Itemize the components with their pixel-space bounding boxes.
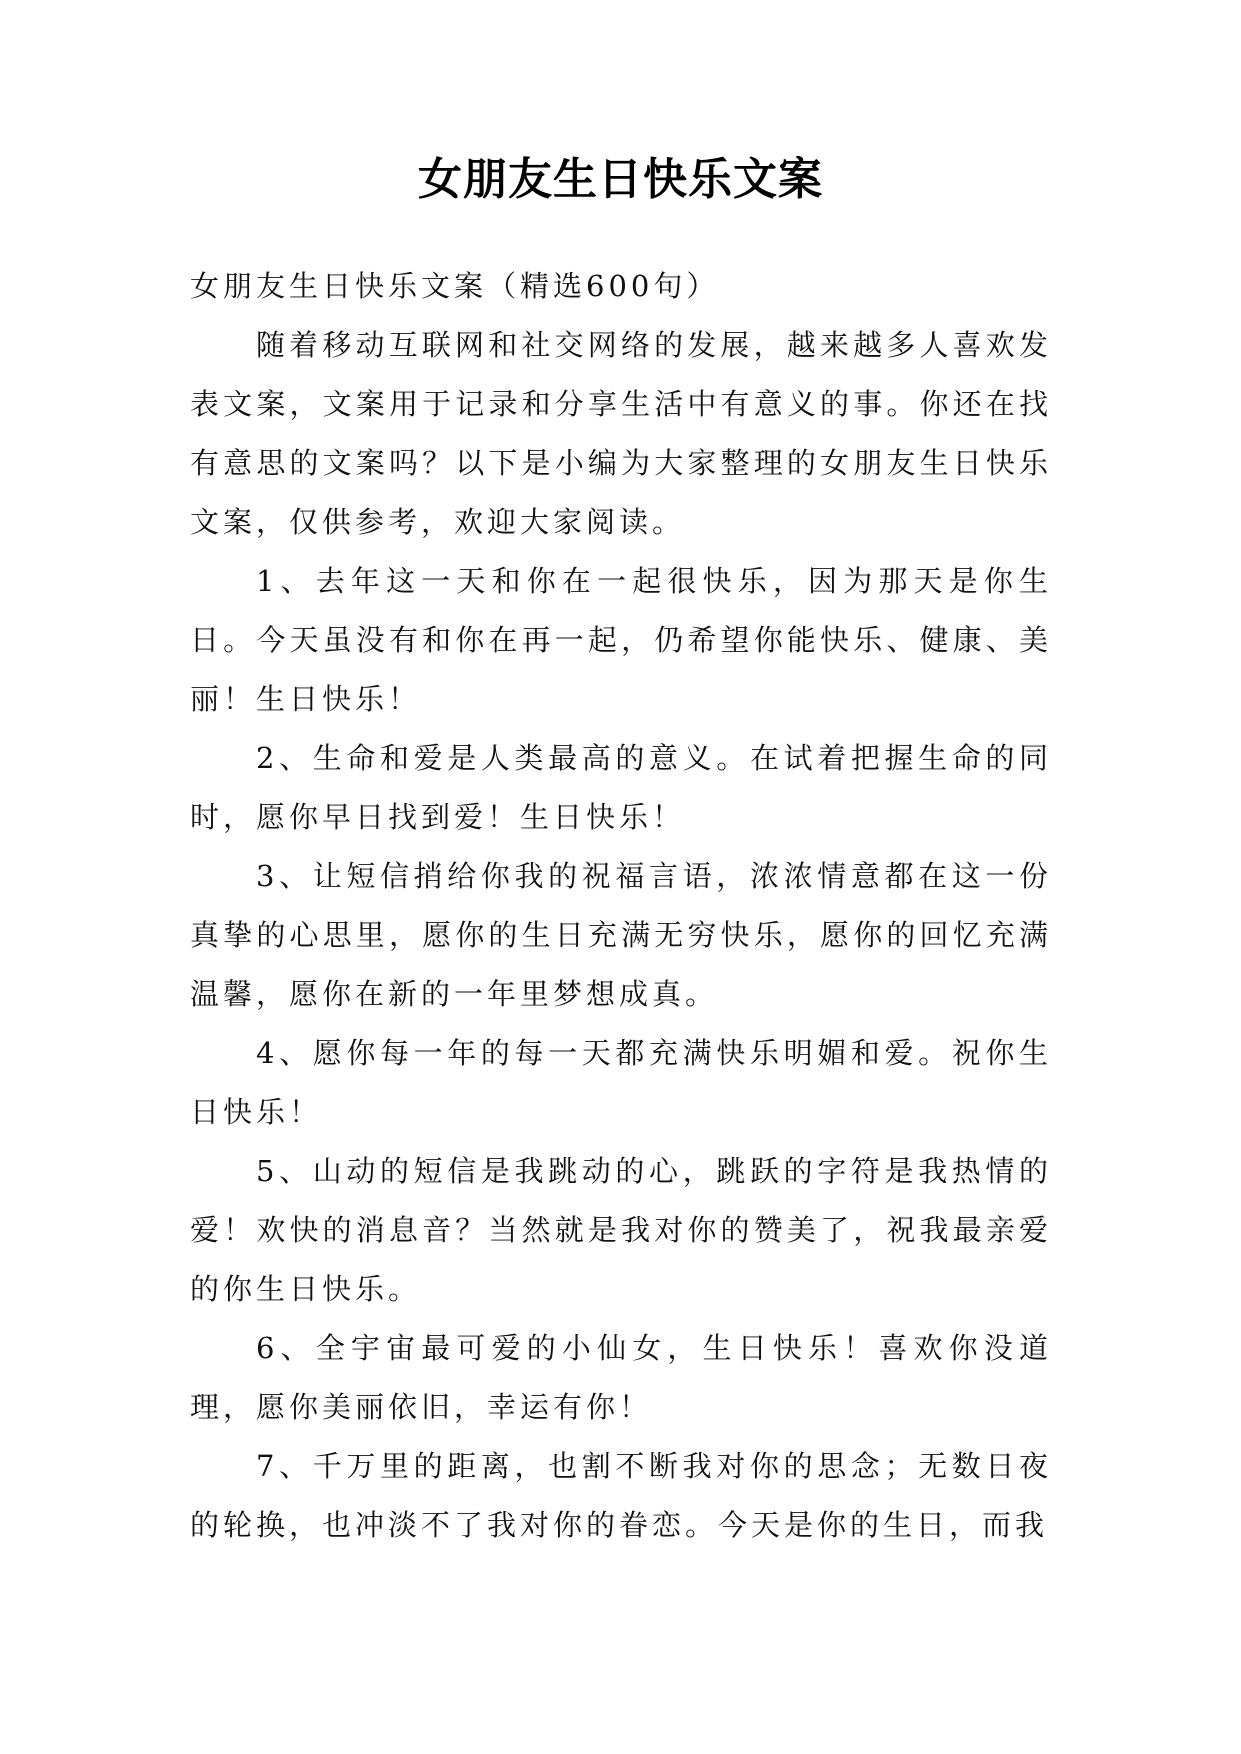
- list-item: 5、山动的短信是我跳动的心，跳跃的字符是我热情的爱！欢快的消息音？当然就是我对你的赞美了，祝我最亲爱的你生日快乐。: [190, 1154, 1052, 1306]
- list-item: 2、生命和爱是人类最高的意义。在试着把握生命的同时，愿你早日找到爱！生日快乐！: [190, 741, 1052, 834]
- document-subtitle: 女朋友生日快乐文案（精选600句）: [190, 269, 720, 303]
- intro-paragraph: 随着移动互联网和社交网络的发展，越来越多人喜欢发表文案，文案用于记录和分享生活中有意义的事。你还在找有意思的文案吗？以下是小编为大家整理的女朋友生日快乐文案，仅供参考，欢迎大家阅读。: [190, 328, 1052, 539]
- document-title: 女朋友生日快乐文案: [418, 154, 823, 205]
- list-item: 7、千万里的距离，也割不断我对你的思念；无数日夜的轮换，也冲淡不了我对你的眷恋。今天是你的生日，而我: [190, 1449, 1052, 1542]
- list-item: 1、去年这一天和你在一起很快乐，因为那天是你生日。今天虽没有和你在再一起，仍希望你能快乐、健康、美丽！生日快乐！: [190, 564, 1052, 716]
- list-item: 4、愿你每一年的每一天都充满快乐明媚和爱。祝你生日快乐！: [190, 1036, 1052, 1129]
- list-item: 6、全宇宙最可爱的小仙女，生日快乐！喜欢你没道理，愿你美丽依旧，幸运有你！: [190, 1331, 1052, 1424]
- list-item: 3、让短信捎给你我的祝福言语，浓浓情意都在这一份真挚的心思里，愿你的生日充满无穷快乐，愿你的回忆充满温馨，愿你在新的一年里梦想成真。: [190, 859, 1052, 1011]
- document-body: [190, 257, 1052, 1555]
